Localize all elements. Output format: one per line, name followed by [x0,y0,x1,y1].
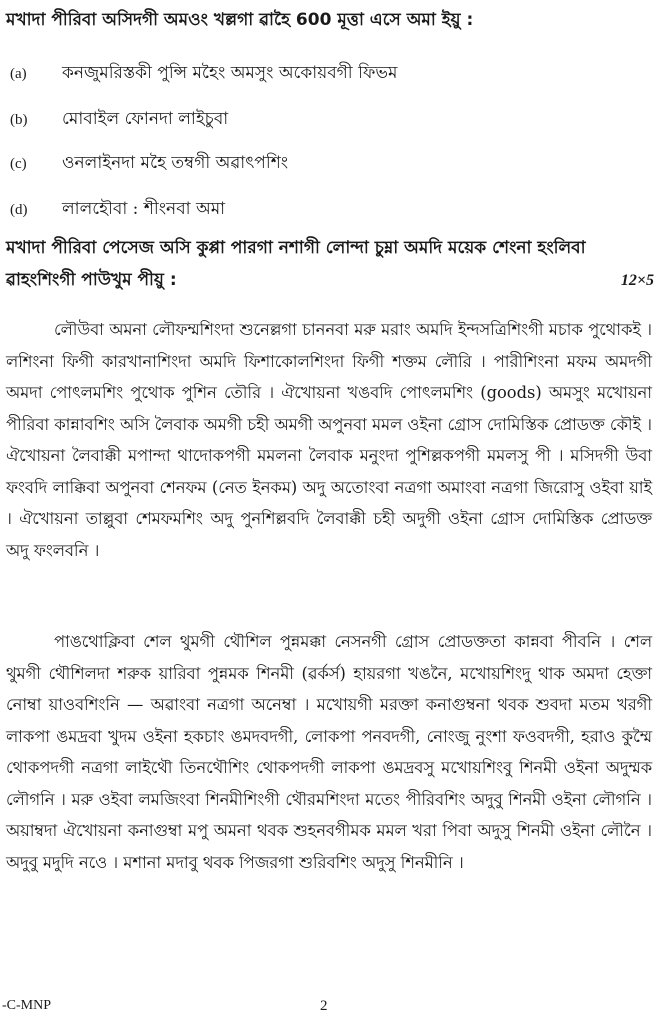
paper-code: -C-MNP [2,998,52,1013]
question-heading: মখাদা পীরিবা অসিদগী অমওং খল্লগা ৱাহৈ 600 মূত্তা এসে অমা ইয়ু : [6,10,474,30]
option-a [10,60,654,87]
option-b [10,106,654,133]
option-label: (d) [10,202,28,218]
option-label: (b) [10,112,28,128]
option-text: মোবাইল ফোনদা লাইচুবা [62,109,229,129]
option-label: (c) [10,156,27,172]
marks-label: 12×5 [620,272,654,289]
page-number: 2 [320,998,328,1014]
option-text: কনজুমরিস্তকী পুন্সি মহৈং অমসুং অকোয়বগী ফিভম [62,63,398,83]
option-c [10,150,654,177]
passage-paragraph-2: পাঙথোক্লিবা শেল থুমগী থৌশিল পুন্নমক্কা নেসনগী গ্রোস প্রোডক্ততা কান্নবা পীবনি । শেল থুমগী থৌশিলদা শরুক য়ারিবা পুন্নমক শিনমী (ৱর্কর্স) হায়রগা খঙনৈ, মখোয়শিংদু থাক অমদা হেক্তা নোম্বা য়াওবশিংনি — অৱাংবা নত্রগা অনেম্বা । মখোয়গী মরক্তা কনাগুম্বনা থবক শুবদা মতম খরগী লাকপা ঙমদ্রবা খুদম ওইনা হকচাং ঙমদবদগী, লোকপা পনবদগী, নোংজু নুংশা ফওবদগী, হরাও কুম্মৈ থোকপদগী নত্রগা লাইথৌ তিনথৌশিং থোকপদগী লাকপা ঙমদ্রবসু মখোয়শিংবু শিনমী ওইনা অদুম্মক লৌগনি । মরু ওইবা লমজিংবা শিনমীশিংগী থৌরমশিংদা মতেং পীরিবশিং অদুবু শিনমী ওইনা লৌগনি । অয়াম্বদা ঐখোয়না কনাগুম্বা মপু অমনা থবক শুহনবগীমক মমল খরা পিবা অদুসু শিনমী ওইনা লৌনৈ । অদুবু মদুদি নওে । মশানা মদাবু থবক পিজরগা শুরিবশিং অদুসু শিনমীনি । [6,632,652,872]
option-text: লালহৌবা : শীংনবা অমা [62,199,226,219]
passage-paragraph-1: লৌউবা অমনা লৌফম্মশিংদা শুনেল্লগা চাননবা মরু মরাং অমদি ইন্দসত্রিশিংগী মচাক পুথোকই । লশিংনা ফিগী কারখানাশিংদা অমদি ফিশাকোলশিংদা ফিগী শক্তম লৌরি । পারীশিংনা মফম অমদগী অমদা পোৎলমশিং পুথোক পুশিন তৌরি । ঐখোয়না খঙবদি পোৎলমশিং (goods) অমসুং মখোয়না পীরিবা কান্নাবশিং অসি লৈবাক অমগী চহী অমগী অপুনবা মমল ওইনা গ্রোস দোমিস্তিক প্রোডক্ত কৌই । ঐখোয়না লৈবাক্কী মপান্দা থাদোকপগী মমলনা লৈবাক মনুংদা পুশিল্লকপগী মমলসু পী । মসিদগী উবা ফংবদি লাক্কিবা অপুনবা শেনফম (নেত ইনকম) অদু অতোংবা নত্রগা অমাংবা নত্রগা জিরোসু ওইবা য়াই । ঐখোয়না তাল্লুবা শেমফমশিং অদু পুনশিল্লবদি লৈবাক্কী চহী অদুগী ওইনা গ্রোস দোমিস্তিক প্রোডক্ত অদু ফংলবনি । [6,320,652,560]
option-label: (a) [10,66,27,82]
passage-question-heading: মখাদা পীরিবা পেসেজ অসি কুপ্পা পারগা নশাগী লোন্দা চুম্না অমদি ময়েক শেংনা হংলিবা ৱাহংশিংগী পাউখুম পীয়ু : [6,238,586,290]
option-text: ওনলাইনদা মহৈ তম্বগী অৱাৎপশিং [62,153,289,173]
option-d [10,196,654,223]
